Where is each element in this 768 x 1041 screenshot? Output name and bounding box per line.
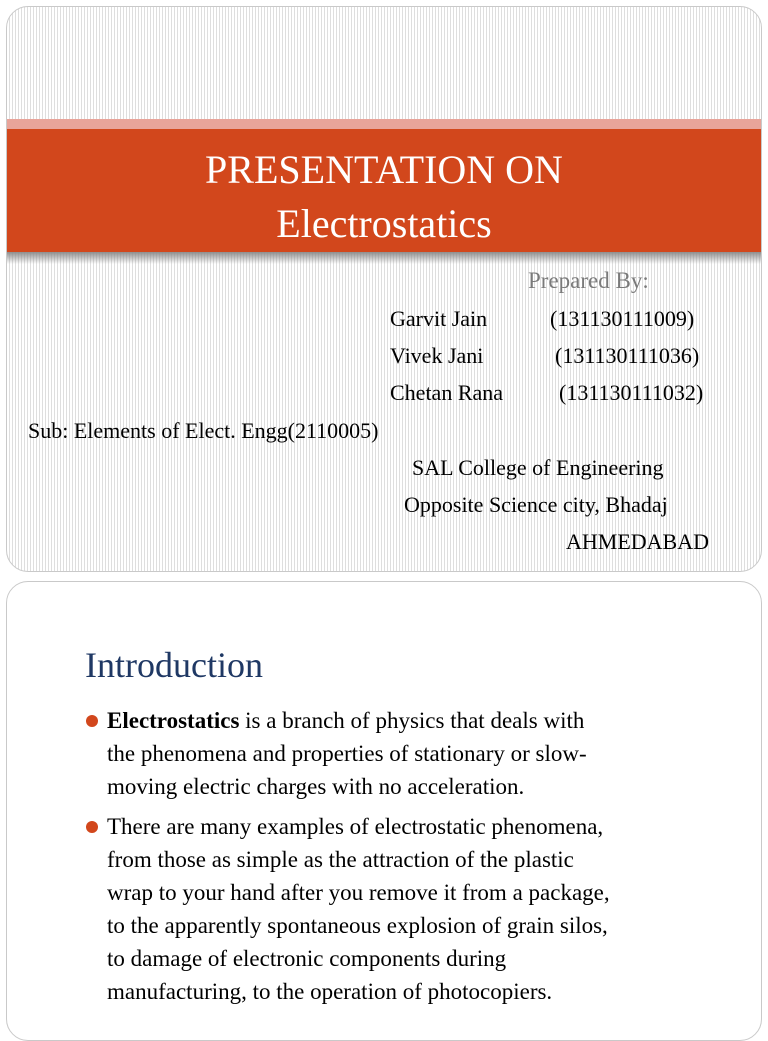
author-roll: (131130111032) xyxy=(559,380,704,405)
bullet-bold-term: Electrostatics xyxy=(107,708,240,733)
title-line-2: Electrostatics xyxy=(276,201,492,246)
college-city: AHMEDABAD xyxy=(566,529,709,554)
prepared-by-label: Prepared By: xyxy=(528,268,649,293)
title-band-shadow xyxy=(7,252,761,264)
bullet-line: There are many examples of electrostatic phenomena, xyxy=(107,814,604,839)
bullet-item xyxy=(107,704,727,803)
title-band xyxy=(7,129,761,252)
bullet-item xyxy=(107,810,727,1008)
bullet-line: moving electric charges with no acceleration. xyxy=(107,774,525,799)
subject-line: Sub: Elements of Elect. Engg(2110005) xyxy=(28,418,379,443)
slide-heading: Introduction xyxy=(85,645,263,685)
author-name: Chetan Rana xyxy=(390,380,504,405)
title-line-1: PRESENTATION ON xyxy=(205,147,563,192)
title-slide xyxy=(6,6,762,572)
bullet-dot-icon xyxy=(86,821,98,833)
author-name: Vivek Jani xyxy=(390,343,484,368)
bullet-line: to damage of electronic components during xyxy=(107,946,507,971)
bullet-line: wrap to your hand after you remove it from a package, xyxy=(107,880,610,905)
bullet-dot-icon xyxy=(86,715,98,727)
introduction-slide xyxy=(6,581,762,1041)
bullet-line: from those as simple as the attraction of the plastic xyxy=(107,847,574,872)
bullet-line: to the apparently spontaneous explosion of grain silos, xyxy=(107,913,608,938)
bullet-text: is a branch of physics that deals with xyxy=(239,708,585,733)
author-name: Garvit Jain xyxy=(390,306,488,331)
college-name: SAL College of Engineering xyxy=(412,455,664,480)
title-top-band xyxy=(7,119,761,129)
author-roll: (131130111009) xyxy=(550,306,695,331)
bullet-line: manufacturing, to the operation of photocopiers. xyxy=(107,979,553,1004)
author-roll: (131130111036) xyxy=(555,343,700,368)
bullet-line xyxy=(107,704,727,737)
bullet-line: the phenomena and properties of stationary or slow- xyxy=(107,741,587,766)
college-address: Opposite Science city, Bhadaj xyxy=(404,492,668,517)
